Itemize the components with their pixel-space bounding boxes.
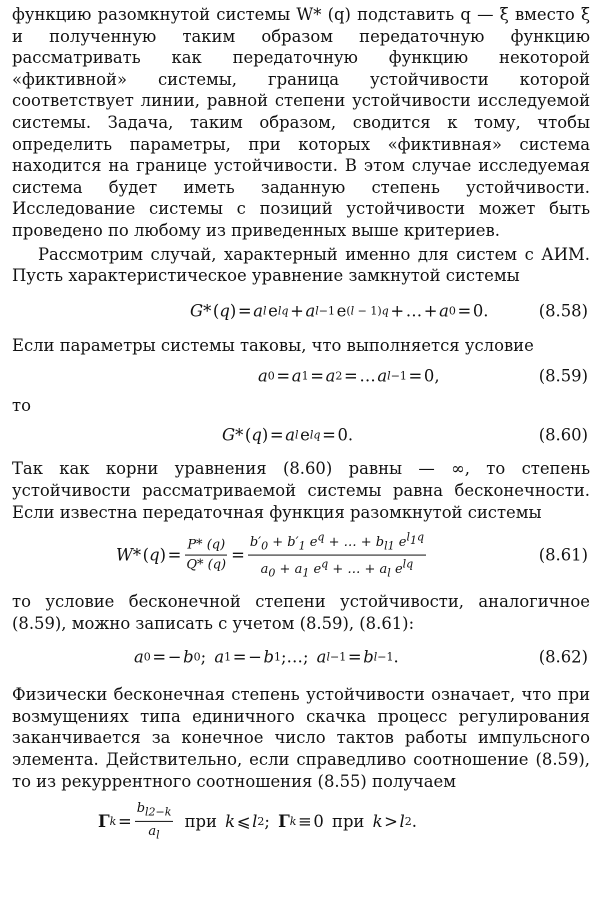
paragraph-6: то условие бесконечной степени устойчивости, аналогичное (8.59), можно записать с учетом (8.59), (8.61): <box>12 592 590 633</box>
equation-8-61 <box>12 523 590 587</box>
equation-gamma-body: Γ k = $\frac{b_{l2-k}}{a_l}$ при k ⩽ l 2 ; Γ k ≡ 0 при k > l 2 . <box>98 801 417 842</box>
paragraph-1: функцию разомкнутой системы W* (q) подставить q — ξ вместо ξ и полученную таким образом передаточную функцию рассматривать как передаточную функцию некоторой «фиктивной» системы, граница устойчивости которой соответствует линии, равной степени устойчивости исследуемой системы. Задача, таким образом, сводится к тому, чтобы определить параметры, при которых «фиктивная» система находится на границе устойчивости. В этом случае исследуемая система будет иметь заданную степень устойчивости. Исследование системы с позиций устойчивости может быть проведено по любому из приведенных выше критериев. <box>12 5 590 240</box>
paragraph-2: Рассмотрим случай, характерный именно для систем с АИМ. Пусть характеристическое уравнение замкнутой системы <box>12 244 590 286</box>
equation-8-60 <box>12 416 590 454</box>
equation-number: (8.61) <box>538 545 588 565</box>
equation-8-61-body: W * ( q ) = $\frac{P* (q)}{Q* (q)}$ = $\frac{b'_0 + b'_1 e^q + \dots + b_{l1} e^{l_1q}}{a_0 + a_1 e^q + \dots + a_l e^{lq}}$ <box>116 530 425 580</box>
equation-number: (8.59) <box>538 366 588 386</box>
paragraph-3: Если параметры системы таковы, что выполняется условие <box>12 335 534 355</box>
text-pri: при <box>184 811 217 831</box>
equation-8-60-body: G * ( q ) = a l e lq = 0. <box>222 425 354 445</box>
equation-8-58-body: G * ( q ) = a l e lq + a l−1 e (l − 1)q + … + a 0 = 0. <box>190 301 489 321</box>
paragraph-5: Так как корни уравнения (8.60) равны — ∞, то степень устойчивости рассматриваемой системы равна бесконечности. Если известна передаточная функция разомкнутой системы <box>12 459 590 522</box>
equation-8-62-body: a 0 = − b 0 ; a 1 = − b 1 ;…; a l−1 = b l−1 . <box>134 647 399 667</box>
paragraph-4: то <box>12 396 31 416</box>
equation-8-59 <box>12 356 590 396</box>
equation-8-59-body: a 0 = a 1 = a 2 = … a l−1 = 0, <box>258 366 440 386</box>
equation-number: (8.60) <box>538 425 588 445</box>
equation-number: (8.58) <box>538 301 588 321</box>
text-pri: при <box>332 811 365 831</box>
equation-8-58 <box>12 287 590 335</box>
paragraph-7: Физически бесконечная степень устойчивости означает, что при возмущениях типа единичного скачка процесс регулирования заканчивается за конечное число тактов работы импульсного элемента. Действительно, если справедливо соотношение (8.59), то из рекуррентного соотношения (8.55) получаем <box>12 685 590 791</box>
page <box>12 4 590 850</box>
equation-gamma <box>12 792 590 850</box>
equation-number: (8.62) <box>538 647 588 667</box>
equation-8-62 <box>12 634 590 680</box>
